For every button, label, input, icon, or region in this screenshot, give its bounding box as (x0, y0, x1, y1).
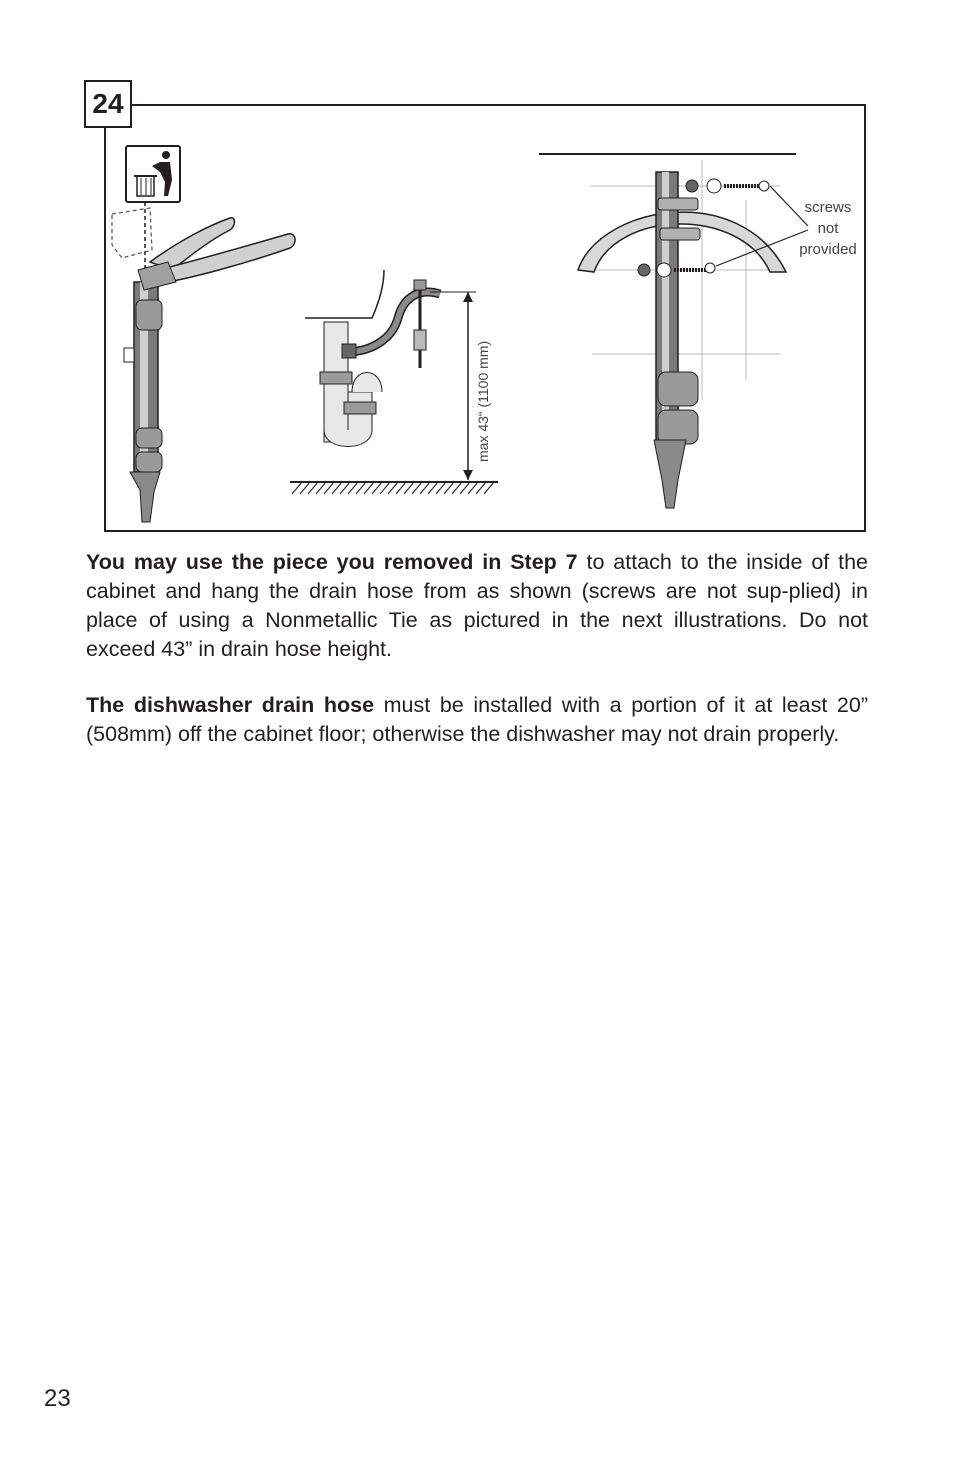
instruction-paragraph-2 (86, 691, 868, 749)
recycle-bin-icon (126, 146, 180, 202)
step-number: 24 (84, 80, 132, 128)
page-number: 23 (44, 1385, 71, 1412)
pliers (138, 218, 295, 290)
instruction-paragraph-1 (86, 548, 868, 664)
sink-drain-diagram (290, 270, 498, 494)
screws-label-line3: provided (799, 241, 857, 258)
mounted-bracket-diagram (539, 154, 808, 508)
paragraph-1-bold: You may use the piece you removed in Step 7 (86, 550, 578, 574)
paragraph-2-bold: The dishwasher drain hose (86, 693, 375, 717)
installation-illustration (0, 0, 954, 540)
screws-label-line1: screws (804, 199, 852, 216)
bracket-left (124, 282, 162, 522)
height-limit-label: max 43“ (1100 mm) (475, 340, 491, 462)
paragraph-1-text: to attach to the inside of the cabinet and hang the drain hose from as shown (screws are not sup-plied) in place of using a Nonmetallic Tie as pictured in the next illustrations. Do not exceed 43” in drain hose height. (86, 550, 868, 661)
screws-label-line2: not (817, 220, 839, 237)
paragraph-2-text: must be installed with a portion of it at least 20” (508mm) off the cabinet floor; otherwise the dishwasher may not drain properly. (86, 693, 868, 746)
